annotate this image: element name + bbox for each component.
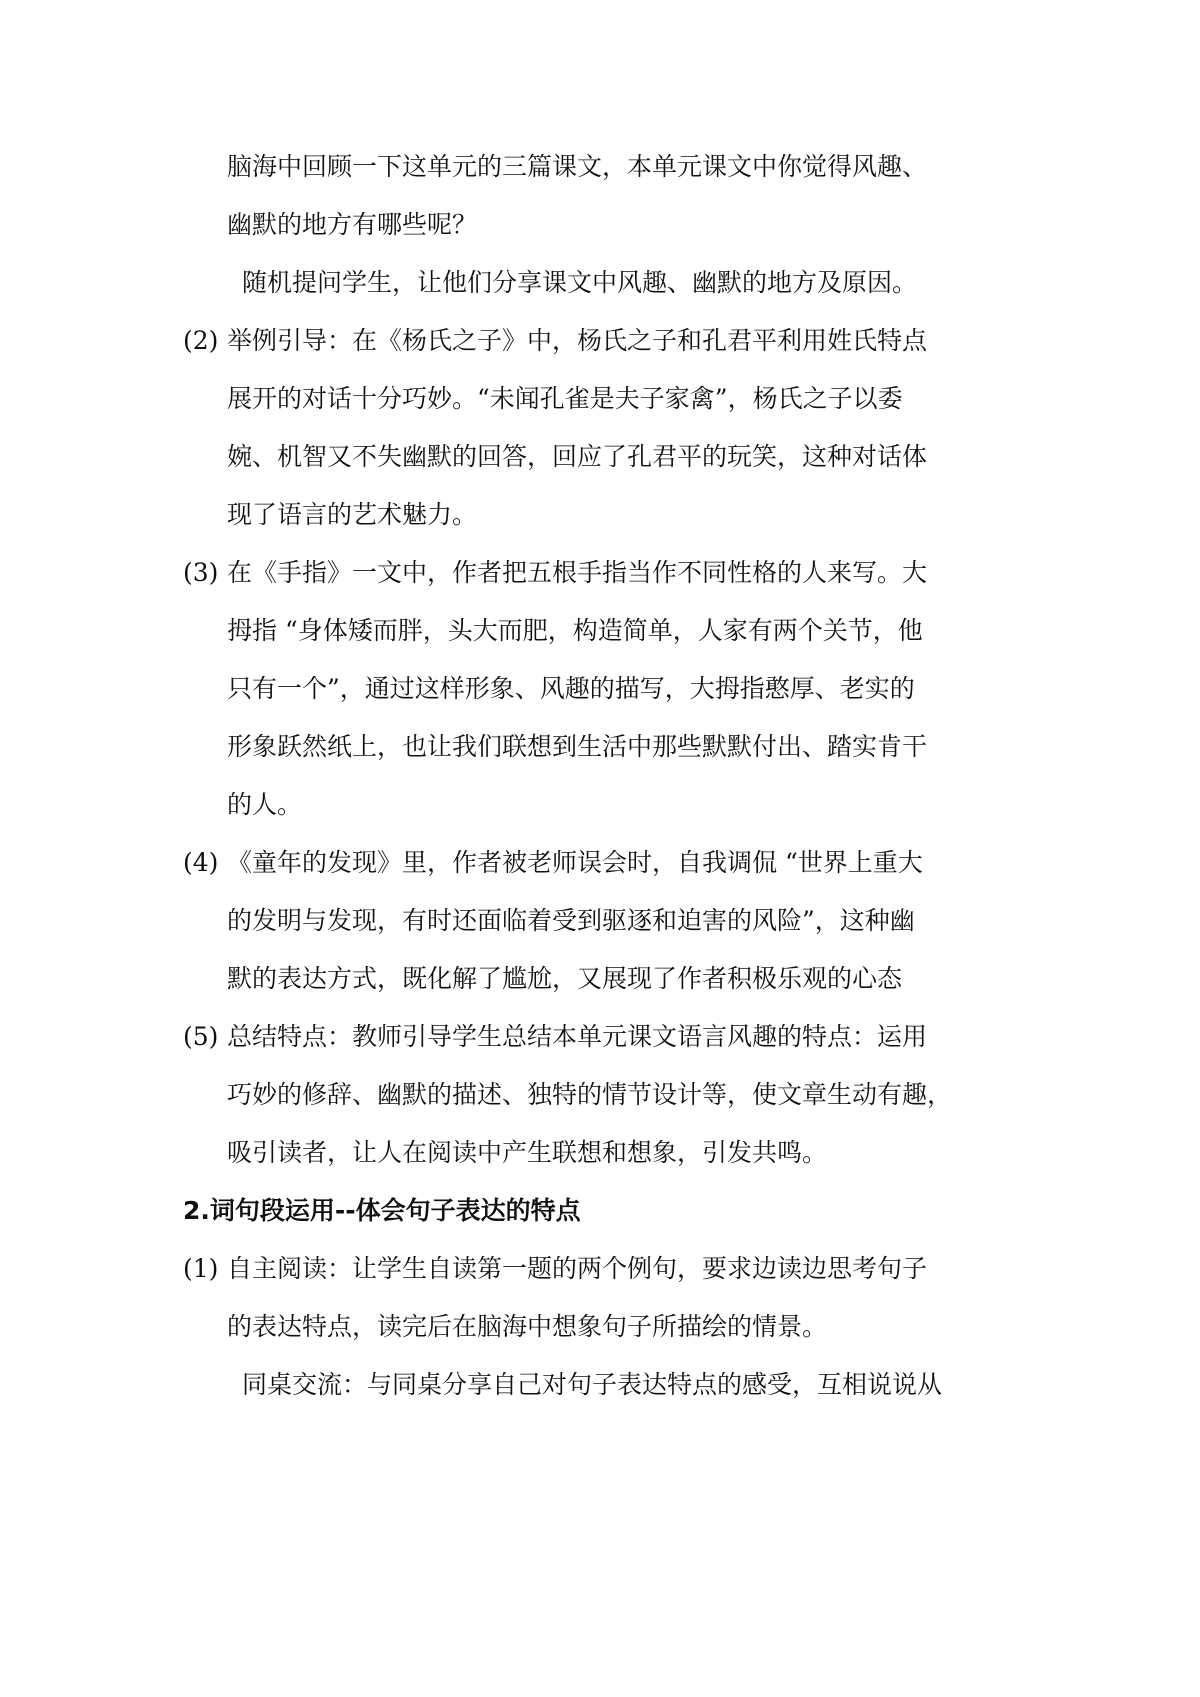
text-line: 现了语言的艺术魅力。 [227, 500, 478, 529]
numbered-line [183, 846, 923, 880]
numbered-line [183, 1020, 927, 1054]
text-line: 只有一个”，通过这样形象、风趣的描写，大拇指憨厚、老实的 [227, 674, 915, 703]
item-text: 自主阅读：让学生自读第一题的两个例句，要求边读边思考句子 [227, 1254, 928, 1283]
text-line: 的表达特点，读完后在脑海中想象句子所描绘的情景。 [227, 1312, 828, 1341]
numbered-line [183, 556, 927, 590]
item-text: 《童年的发现》里，作者被老师误会时，自我调侃 “世界上重大 [227, 848, 923, 877]
section-heading: 2.词句段运用--体会句子表达的特点 [183, 1196, 581, 1225]
item-number: (4) [183, 848, 219, 877]
text-line: 同桌交流：与同桌分享自己对句子表达特点的感受，互相说说从 [242, 1370, 943, 1399]
text-line: 形象跃然纸上，也让我们联想到生活中那些默默付出、踏实肯干 [227, 732, 928, 761]
item-text: 举例引导：在《杨氏之子》中，杨氏之子和孔君平利用姓氏特点 [227, 326, 928, 355]
text-line: 脑海中回顾一下这单元的三篇课文，本单元课文中你觉得风趣、 [227, 152, 928, 181]
numbered-line [183, 324, 927, 358]
text-line: 巧妙的修辞、幽默的描述、独特的情节设计等，使文章生动有趣， [227, 1080, 953, 1109]
item-text: 总结特点：教师引导学生总结本单元课文语言风趣的特点：运用 [227, 1022, 928, 1051]
item-number: (3) [183, 558, 219, 587]
text-line: 展开的对话十分巧妙。“未闻孔雀是夫子家禽”，杨氏之子以委 [227, 384, 903, 413]
item-number: (5) [183, 1022, 219, 1051]
text-line: 婉、机智又不失幽默的回答，回应了孔君平的玩笑，这种对话体 [227, 442, 928, 471]
text-line: 的发明与发现，有时还面临着受到驱逐和迫害的风险”，这种幽 [227, 906, 915, 935]
text-line: 的人。 [227, 790, 303, 819]
item-text: 在《手指》一文中，作者把五根手指当作不同性格的人来写。大 [227, 558, 928, 587]
text-line: 吸引读者，让人在阅读中产生联想和想象，引发共鸣。 [227, 1138, 828, 1167]
numbered-line [183, 1252, 927, 1286]
text-line: 随机提问学生，让他们分享课文中风趣、幽默的地方及原因。 [242, 268, 918, 297]
text-line: 默的表达方式，既化解了尴尬，又展现了作者积极乐观的心态 [227, 964, 903, 993]
text-line: 拇指 “身体矮而胖，头大而肥，构造简单，人家有两个关节，他 [227, 616, 923, 645]
text-line: 幽默的地方有哪些呢？ [227, 210, 478, 239]
item-number: (2) [183, 326, 219, 355]
item-number: (1) [183, 1254, 219, 1283]
